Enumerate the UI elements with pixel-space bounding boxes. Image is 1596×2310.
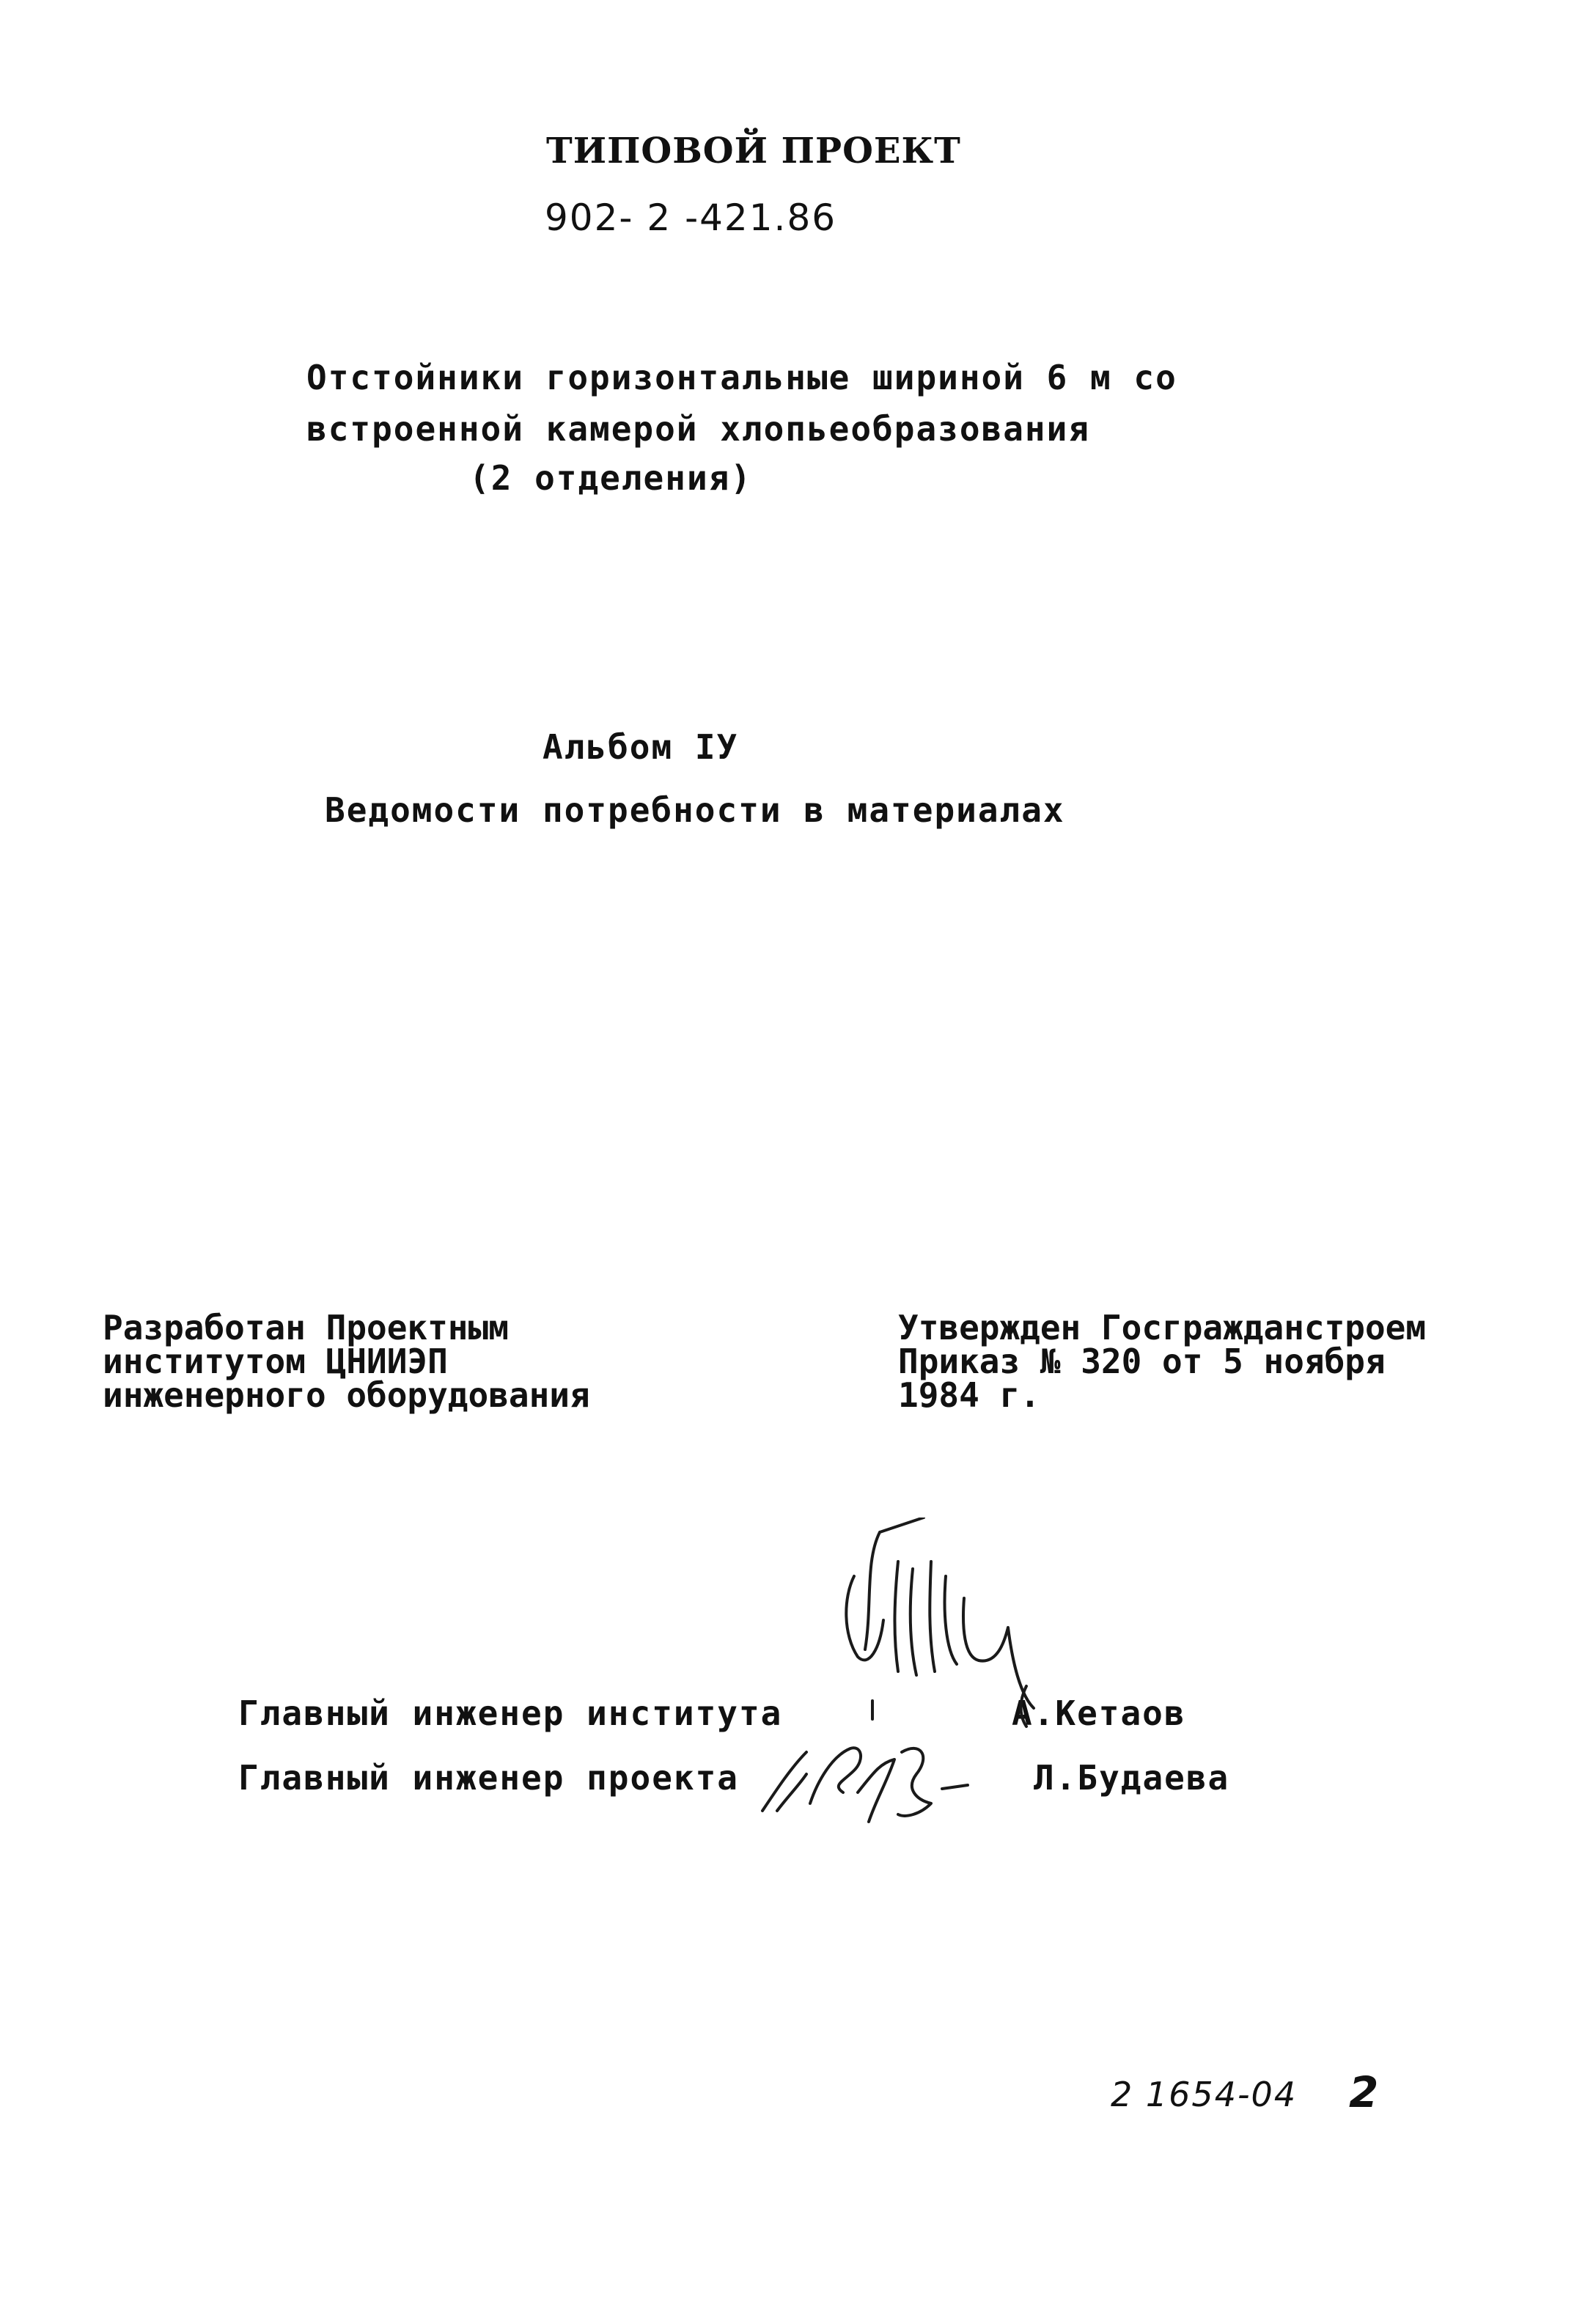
chief-engineer-project-title: Главный инженер проекта [238, 1758, 739, 1798]
chief-engineer-institute-title: Главный инженер института [238, 1693, 783, 1733]
handwritten-signature-1 [799, 1518, 1048, 1737]
project-type-title: ТИПОВОЙ ПРОЕКТ [546, 130, 961, 172]
chief-engineer-project-name: Л.Будаева [1034, 1758, 1230, 1798]
album-title: Альбом IУ [543, 727, 739, 767]
approved-by-block [898, 1308, 1427, 1415]
description-line-1: Отстойники горизонтальные шириной 6 м со [306, 358, 1177, 397]
album-subtitle: Ведомости потребности в материалах [325, 790, 1065, 830]
handwritten-signature-2 [748, 1723, 982, 1833]
developed-by-line-2: институтом ЦНИИЭП [103, 1342, 448, 1381]
chief-engineer-institute-name: А.Кетаов [1012, 1693, 1186, 1733]
document-code: 2 1654-04 [1111, 2075, 1298, 2114]
approved-by-line-3: 1984 г. [898, 1375, 1040, 1415]
description-line-3: (2 отделения) [469, 458, 753, 498]
approved-by-line-2: Приказ № 320 от 5 ноября [898, 1342, 1386, 1381]
project-number: 902- 2 -421.86 [545, 196, 837, 239]
description-line-2: встроенной камерой хлопьеобразования [306, 409, 1090, 449]
developed-by-line-1: Разработан Проектным [103, 1308, 509, 1347]
developed-by-block [103, 1308, 590, 1415]
page-number: 2 [1349, 2067, 1379, 2117]
approved-by-line-1: Утвержден Госгражданстроем [898, 1308, 1427, 1347]
developed-by-line-3: инженерного оборудования [103, 1375, 590, 1415]
